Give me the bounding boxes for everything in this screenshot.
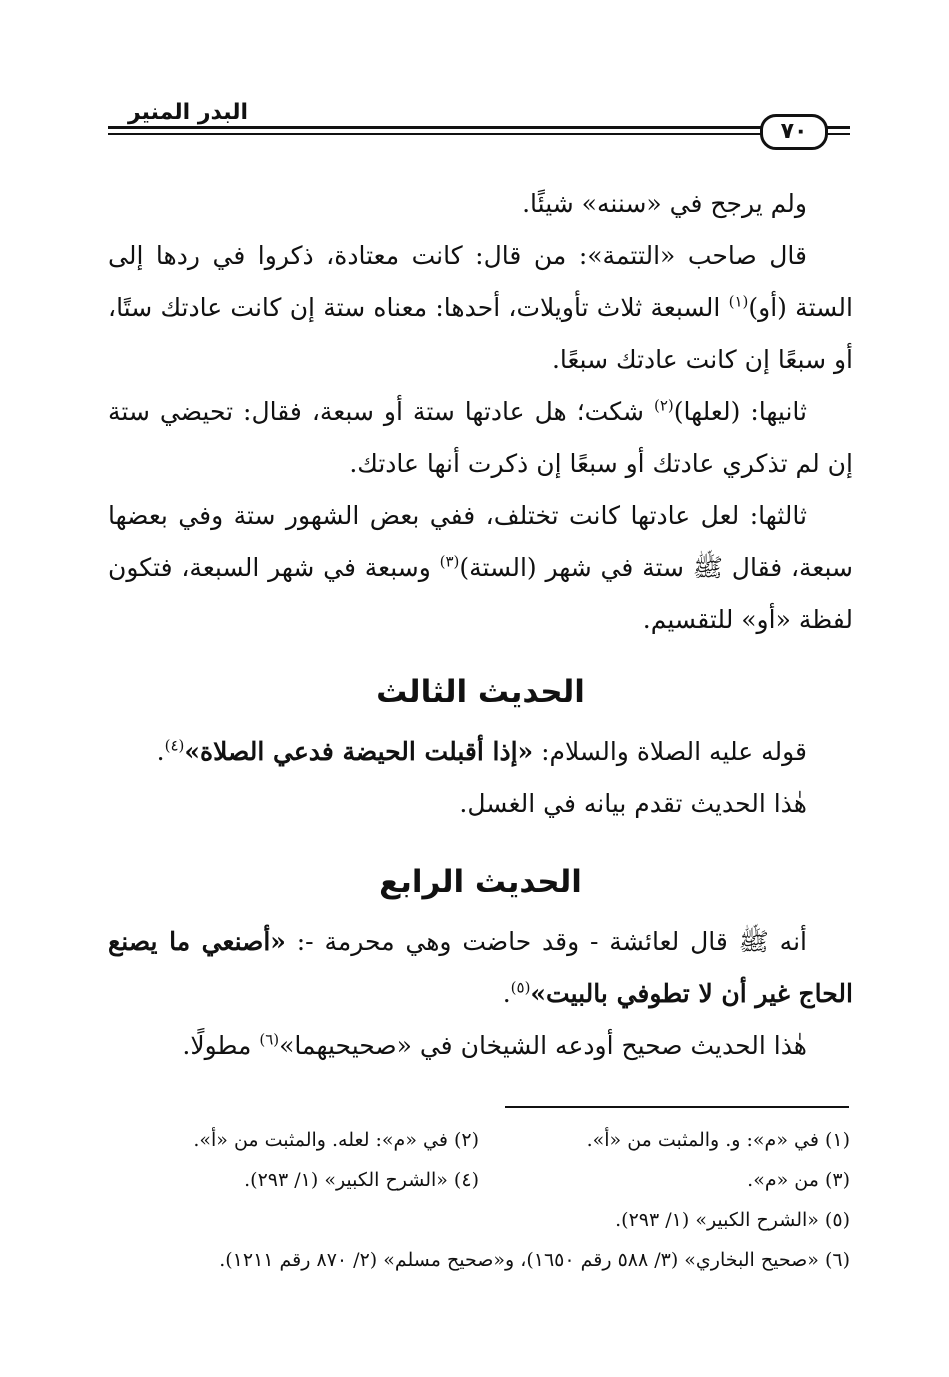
footnote: (١) في «م»: و. والمثبت من «أ». xyxy=(586,1129,850,1151)
footnote-ref: (٣) xyxy=(439,552,460,571)
page-number: ٧٠ xyxy=(760,114,828,150)
paragraph-text: ثالثها: لعل عادتها كانت تختلف، ففي بعض الشهور ستة وفي بعضها سبعة، فقال ﷺ ستة في شهر (الستة) xyxy=(108,501,853,582)
footnote-separator xyxy=(505,1106,849,1108)
paragraph xyxy=(108,1020,853,1072)
hadith-text: «إذا أقبلت الحيضة فدعي الصلاة» xyxy=(184,737,534,766)
footnote: (٥) «الشرح الكبير» (١/ ٢٩٣). xyxy=(615,1209,850,1231)
paragraph xyxy=(108,230,853,386)
paragraph-text: هٰذا الحديث تقدم بيانه في الغسل. xyxy=(459,789,807,818)
footnote-ref: (٢) xyxy=(653,396,674,415)
footnote-ref: (٥) xyxy=(510,978,531,997)
paragraph-text: قوله عليه الصلاة والسلام: xyxy=(533,737,807,766)
footnote-ref: (٦) xyxy=(259,1030,280,1049)
footnote-ref: (١) xyxy=(728,292,749,311)
paragraph xyxy=(108,178,853,230)
paragraph-text: أنه ﷺ قال لعائشة - وقد حاضت وهي محرمة -: xyxy=(285,927,807,956)
section-heading: الحديث الثالث xyxy=(376,674,585,710)
running-title: البدر المنير xyxy=(128,100,249,125)
section-heading: الحديث الرابع xyxy=(379,864,582,900)
paragraph-text: وسبعة في شهر السبعة، فتكون لفظة «أو» للتقسيم. xyxy=(108,553,853,634)
footnote: (٦) «صحيح البخاري» (٣/ ٥٨٨ رقم ١٦٥٠)، و«صحيح مسلم» (٢/ ٨٧٠ رقم ١٢١١). xyxy=(219,1249,850,1271)
paragraph-text: مطولًا. xyxy=(182,1031,260,1060)
paragraph-text: . xyxy=(156,737,165,766)
paragraph xyxy=(108,726,853,778)
paragraph-text: قال صاحب «التتمة»: من قال: كانت معتادة، ذكروا في ردها إلى الستة (أو) xyxy=(108,241,853,322)
header-rule xyxy=(108,126,763,129)
footnote: (٣) من «م». xyxy=(747,1169,850,1191)
paragraph-text: . xyxy=(502,979,511,1008)
hadith-text: «أصنعي ما يصنع الحاج غير أن لا تطوفي بالبيت» xyxy=(108,927,853,1008)
footnote-row xyxy=(108,1160,850,1200)
paragraph-text: هٰذا الحديث صحيح أودعه الشيخان في «صحيحيهما» xyxy=(279,1031,807,1060)
footnote-row xyxy=(108,1120,850,1160)
paragraph xyxy=(108,778,853,830)
paragraph-text: السبعة ثلاث تأويلات، أحدها: معناه ستة إن كانت عادتك ستًا، أو سبعًا إن كانت عادتك سبعًا. xyxy=(108,293,853,374)
main-text xyxy=(108,178,853,1072)
footnote: (٤) «الشرح الكبير» (١/ ٢٩٣). xyxy=(244,1169,479,1191)
paragraph xyxy=(108,490,853,646)
page-header xyxy=(108,100,850,150)
paragraph xyxy=(108,916,853,1020)
footnote-ref: (٤) xyxy=(164,736,185,755)
paragraph-text: ثانيها: (لعلها) xyxy=(673,397,807,426)
paragraph xyxy=(108,386,853,490)
footnotes xyxy=(108,1120,850,1280)
footnote: (٢) في «م»: لعله. والمثبت من «أ». xyxy=(193,1129,479,1151)
paragraph-text: شكت؛ هل عادتها ستة أو سبعة، فقال: تحيضي ستة إن لم تذكري عادتك أو سبعًا إن ذكرت أنها عادتك. xyxy=(108,397,853,478)
header-rule xyxy=(108,133,763,135)
paragraph-text: ولم يرجح في «سننه» شيئًا. xyxy=(522,189,807,218)
